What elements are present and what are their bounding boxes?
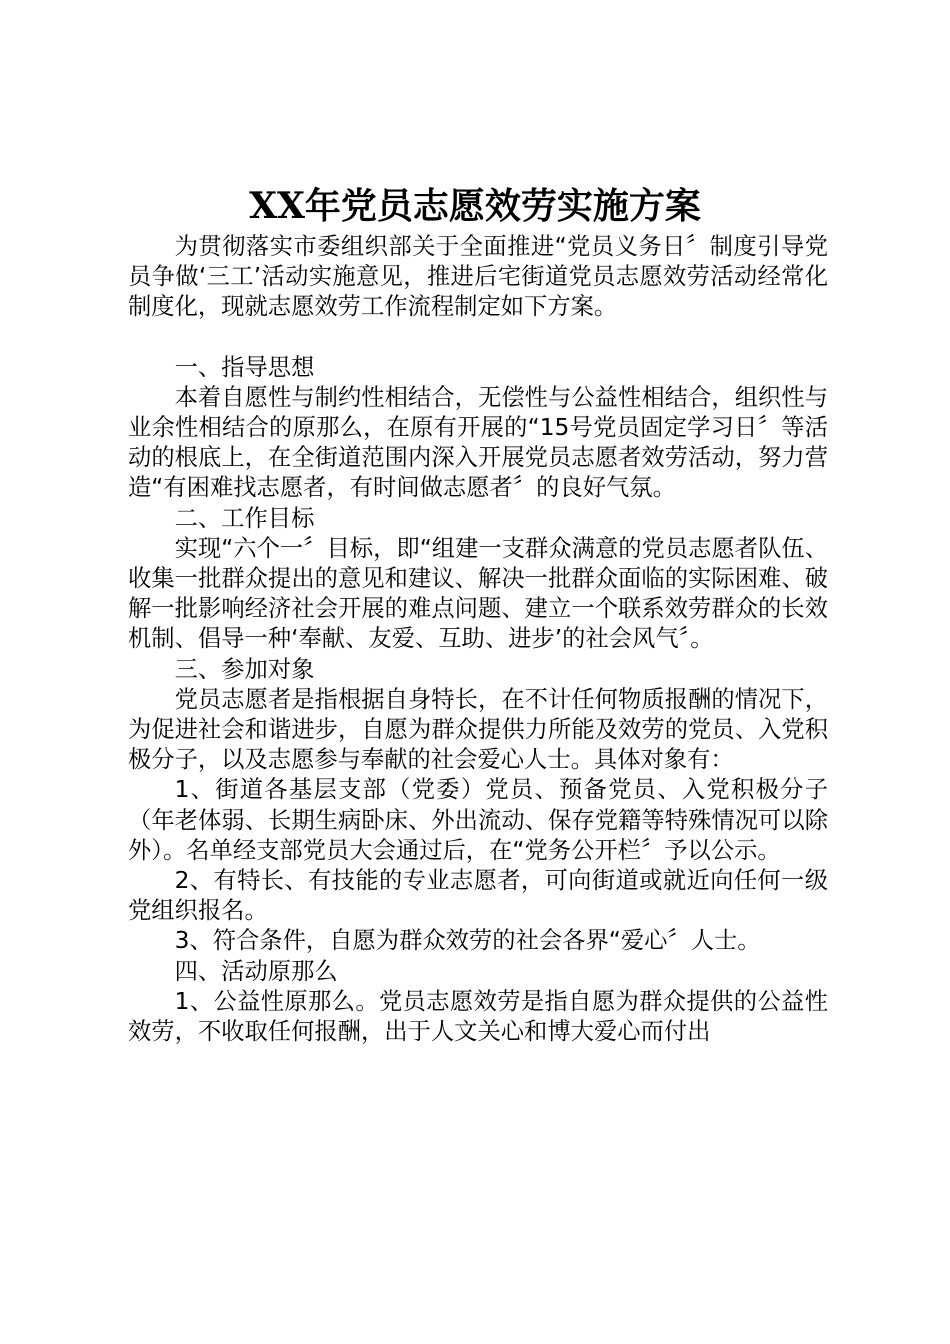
section-heading-principles: 四、活动原那么 [174, 957, 338, 985]
participants-item-3: 3、符合条件，自愿为群众效劳的社会各界“爱心〞人士。 [174, 927, 761, 955]
participants-item-2: 2、有特长、有技能的专业志愿者，可向街道或就近向任何一级党组织报名。 [128, 867, 828, 925]
section-heading-participants: 三、参加对象 [174, 655, 315, 683]
participants-item-1: 1、街道各基层支部（党委）党员、预备党员、入党积极分子（年老体弱、长期生病卧床、外出流动、保存党籍等特殊情况可以除外）。名单经支部党员大会通过后，在“党务公开栏〞予以公示。 [128, 776, 828, 864]
participants-paragraph: 党员志愿者是指根据自身特长，在不计任何物质报酬的情况下，为促进社会和谐进步，自愿为群众提供力所能及效劳的党员、入党积极分子，以及志愿参与奉献的社会爱心人士。具体对象有： [128, 685, 828, 774]
document-body [128, 232, 828, 1047]
guiding-ideology-paragraph: 本着自愿性与制约性相结合，无偿性与公益性相结合，组织性与业余性相结合的原那么，在原有开展的“15号党员固定学习日〞等活动的根底上，在全街道范围内深入开展党员志愿者效劳活动，努力营造“有困难找志愿者，有时间做志愿者〞的良好气氛。 [128, 383, 828, 502]
document-title: XX年党员志愿效劳实施方案 [249, 185, 701, 227]
section-heading-guiding-ideology: 一、指导思想 [174, 353, 315, 381]
principles-item-1: 1、公益性原那么。党员志愿效劳是指自愿为群众提供的公益性效劳，不收取任何报酬，出于人文关心和博大爱心而付出 [128, 987, 828, 1046]
section-heading-work-goals: 二、工作目标 [174, 504, 315, 532]
work-goals-paragraph: 实现“六个一〞目标，即“组建一支群众满意的党员志愿者队伍、收集一批群众提出的意见和建议、解决一批群众面临的实际困难、破解一批影响经济社会开展的难点问题、建立一个联系效劳群众的长效机制、倡导一种‘奉献、友爱、互助、进步’的社会风气〞。 [128, 534, 828, 653]
intro-paragraph: 为贯彻落实市委组织部关于全面推进“党员义务日〞制度引导党员争做‘三工’活动实施意见，推进后宅街道党员志愿效劳活动经常化制度化，现就志愿效劳工作流程制定如下方案。 [128, 233, 828, 321]
